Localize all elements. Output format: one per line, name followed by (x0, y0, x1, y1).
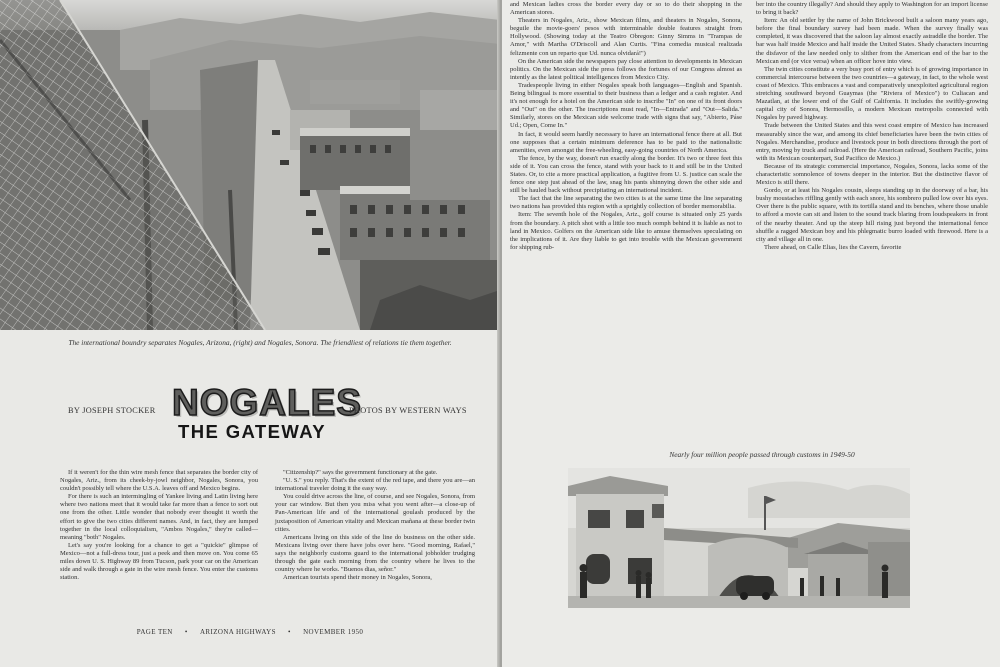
paragraph: "Citizenship?" says the government functionary at the gate. (283, 469, 438, 476)
paragraph: There ahead, on Calle Elias, lies the Cavern, favorite (764, 243, 902, 251)
paragraph: The fact that the line separating the two cities is at the same time the line separating two nations has provided this region with a sprightly collection of border memorabilia. (510, 195, 742, 211)
right-page-column-1 (510, 1, 742, 252)
paragraph: Theaters in Nogales, Ariz., show Mexican films, and theaters in Nogales, Sonora, beguile the movie-goers' pesos with interminable double features straight from Hollywood. (Showing today at the Teatro Obregon: Ginny Simms in "Trampas de Amor," with Martha O'Driscoll and Alan Curtis. "Fina comedia musical realizada felizmente con un reparto que Ud. nunca olvidará!") (510, 17, 742, 57)
folio-bullet: • (184, 628, 188, 636)
paragraph: Item: The seventh hole of the Nogales, Ariz., golf course is situated only 25 yards from the boundary. A pitch shot with a little too much oomph behind it is liable as not to land in Mexico. Golfers on the American side like to amuse themselves speculating on the implications of it. Are they liable to get into trouble with the Mexican government for shipping rub- (510, 211, 742, 251)
article-title: NOGALES (172, 382, 362, 423)
paragraph: Let's say you're looking for a chance to get a "quickie" glimpse of Mexico—not a full-dress tour, just a peek and then move on. You come 65 miles down U. S. Highway 89 from Tucson, park your car on the American side and walk through a gate in the wire mesh fence. You enter the customs station. (60, 541, 258, 582)
paragraph: ber into the country illegally? And should they apply to Washington for an import license to bring it back? (756, 1, 988, 17)
paragraph: On the American side the newspapers pay close attention to developments in Mexican politics. On the Mexican side the press follows the fortunes of our Congress almost as intently as the latest political intelligences from Mexico City. (510, 57, 742, 81)
left-page-column-2 (275, 469, 475, 582)
paragraph: American tourists spend their money in Nogales, Sonora, (283, 574, 432, 582)
right-page-column-2 (756, 1, 988, 252)
paragraph: Because of its strategic commercial importance, Nogales, Sonora, lacks some of the characteristic somnolence of towns deeper in the interior. But the distinctive flavor of Mexico is still there. (756, 162, 988, 187)
folio-page-number: PAGE TEN (136, 628, 173, 636)
paragraph: and Mexican ladies cross the border every day or so to do their shopping in the American stores. (510, 1, 742, 17)
paragraph: Trade between the United States and this west coast empire of Mexico has increased measurably since the war, and among its chief beneficiaries have been the twin cities of Nogales. Merchandise, produce and livestock pour in both directions through the port of entry, moving by truck and railroad. (Here the American railroad, Southern Pacific, joins with its Mexican counterpart, Sud Pacifico de Mexico.) (756, 122, 988, 162)
paragraph: You could drive across the line, of course, and see Nogales, Sonora, from your car window. But then you miss what you went after—a close-up of Pan-American life and of the international goulash produced by the juxtaposition of American vitality and Mexican mañana at these border twin cities. (275, 493, 475, 533)
paragraph: The twin cities constitute a very busy port of entry which is of growing importance in commercial intercourse between the two countries—a gateway, in fact, to the whole west coast of Mexico. This embraces a vast and comparatively unexploited agricultural region stretching southward beyond Guaymas (the "Riviera of Mexico") to Culiacan and Mazatlan, at the lower end of the Gulf of California. It includes the swiftly-growing capital city of Sonora, Hermosillo, a modern Mexican metropolis connected with Nogales by paved highway. (756, 65, 988, 122)
paragraph: Item: An old settler by the name of John Brickwood built a saloon many years ago, before the final boundary survey had been made. When the survey finally was completed, it was discovered that the saloon lay almost exactly astraddle the border. The bar was half inside Mexico and half inside the United States. Shady characters incurring the disfavor of the law needed only to slither from the American end of the bar to the Mexican end (or vice versa) when an officer hove into view. (756, 17, 988, 65)
paragraph: Gordo, or at least his Nogales cousin, sleeps standing up in the doorway of a bar, his bushy moustaches riffling gently with each snore, his sombrero pulled low over his eyes. Over there is the public square, with its tortilla stand and its benches, where those unable to afford a movie can sit and listen to the sound track blaring from loudspeakers in front of the nearby theater. And up the steep hill rising just beyond the international fence shuffle a ragged Mexican boy and his phlegmatic burro loaded with firewood. Here is a city and village all in one. (756, 187, 988, 243)
left-page-column-1 (60, 469, 258, 582)
photo-credit-byline: PHOTOS BY WESTERN WAYS (349, 406, 467, 415)
paragraph: The fence, by the way, doesn't run exactly along the border. It's two or three feet this side of it. You can cross the fence, stand with your back to it and still be in the United States. Or, to cite a more practical application, a fugitive from U. S. justice can scale the fence one step just ahead of the law, snag his pants shinnying down the other side and still be hauled back without precipitating an international incident. (510, 154, 742, 195)
paragraph: "U. S." you reply. That's the extent of the red tape, and there you are—an international traveler doing it the easy way. (275, 477, 475, 493)
author-byline: BY JOSEPH STOCKER (68, 406, 156, 415)
paragraph: Tradespeople living in either Nogales speak both languages—English and Spanish. Being bilingual is more essential to their business than a ledger and a cash register. And it's not enough for a hotel on the American side to inscribe "In" on one of its front doors and "Out" on the other. The inscriptions must read, "In—Entrada" and "Out—Salida." Similarly, stores on the Mexican side welcome trade with signs that say, "Abierto, Páse Ud.; Open, Come In." (510, 81, 742, 130)
customs-station-photo (568, 468, 910, 608)
customs-photo-caption: Nearly four million people passed through customs in 1949-50 (669, 450, 855, 459)
nogales-border-photo (0, 0, 500, 330)
folio-date: NOVEMBER 1950 (303, 628, 364, 636)
paragraph: For there is such an intermingling of Yankee living and Latin living here where two nations meet that it would take far more than a fence to sort out one from the other. Little wonder that nobody ever thought it worth the effort to give the two cities different names. And, in fact, they are lumped together in the local colloquialism, "Ambos Nogales," they're called—meaning "both" Nogales. (60, 493, 258, 541)
folio-magazine: ARIZONA HIGHWAYS (199, 628, 276, 636)
article-subtitle: THE GATEWAY (178, 421, 326, 442)
paragraph: Americans living on this side of the line do business on the other side. Mexicans living over there have jobs over here. "Good morning, Rafael," says the neighborly customs guard to the international jobholder trudging through the gate each morning from the country where he lives to the country where he works. "Buenos dias, señor." (275, 533, 475, 574)
top-photo-caption: The international boundry separates Nogales, Arizona, (right) and Nogales, Sonora. The friendliest of relations tie them together. (68, 338, 452, 347)
paragraph: If it weren't for the thin wire mesh fence that separates the border city of Nogales, Ariz., from its cheek-by-jowl neighbor, Nogales, Sonora, you couldn't possibly tell where the U.S.A. leaves off and Mexico begins. (60, 469, 258, 493)
paragraph: In fact, it would seem hardly necessary to have an international fence there at all. But one supposes that a certain minimum deference has to be paid to the nationalistic amenities, even amongst the free-wheeling, easy-going countries of North America. (510, 130, 742, 154)
right-page (502, 0, 1000, 667)
page-folio (0, 628, 500, 636)
folio-bullet: • (288, 628, 291, 636)
